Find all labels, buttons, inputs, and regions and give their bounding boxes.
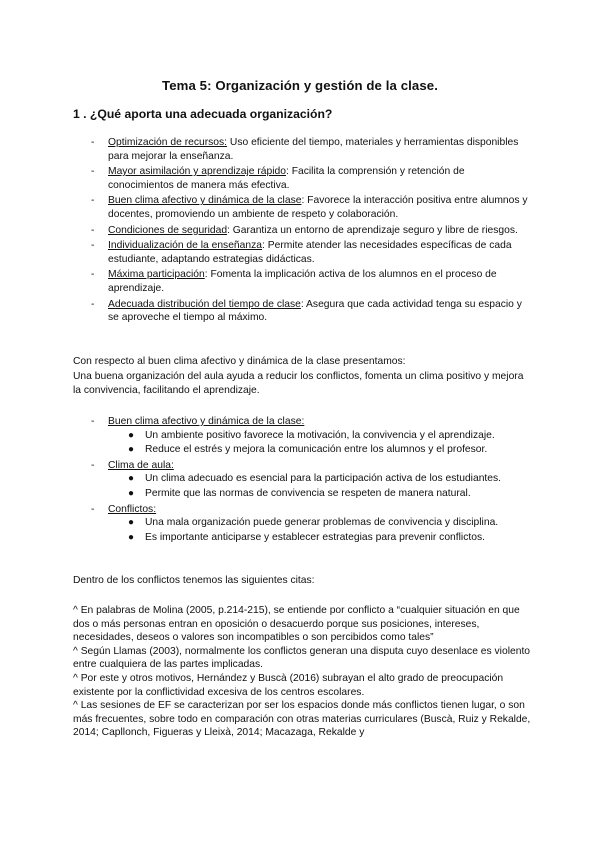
list-item: - Buen clima afectivo y dinámica de la clase: Favorece la interacción positiva entre alumnos y docentes, promoviendo un ambiente de respeto y colaboración. [91,195,528,220]
clima-list [91,415,531,546]
bullet-item: ● Es importante anticiparse y establecer estrategias para prevenir conflictos. [128,531,485,543]
list-item: - Condiciones de seguridad: Garantiza un entorno de aprendizaje seguro y libre de riesgos. [91,224,518,236]
list-item: - Conflictos: ● Una mala organización puede generar problemas de convivencia y disciplina. ● Es importante anticiparse y establecer estrategias para prevenir conflictos. [91,503,531,545]
list-item: - Individualización de la enseñanza: Permite atender las necesidades específicas de cada estudiante, adaptando estrategias didácticas. [91,240,512,265]
paragraph: Una buena organización del aula ayuda a reducir los conflictos, fomenta un clima positivo y mejora la convivencia, facilitando el aprendizaje. [73,371,524,396]
cita: ^ En palabras de Molina (2005, p.214-215), se entiende por conflicto a “cualquier situación en que dos o más personas entran en oposición o desacuerdo porque sus posiciones, intereses, necesidades, deseos o valores son incompatibles o son percibidos como tales” [73,605,520,644]
list-item: - Buen clima afectivo y dinámica de la clase: ● Un ambiente positivo favorece la motivación, la convivencia y el aprendizaje. ● Reduce el estrés y mejora la comunicación entre los alumnos y el profesor. [91,415,531,457]
bullet-item: ● Una mala organización puede generar problemas de convivencia y disciplina. [128,517,499,529]
bullet-item: ● Reduce el estrés y mejora la comunicación entre los alumnos y el profesor. [128,444,488,456]
cita: ^ Por este y otros motivos, Hernández y Buscà (2016) subrayan el alto grado de preocupación existente por la conflictividad excesiva de los centros escolares. [73,672,504,698]
cita: ^ Las sesiones de EF se caracterizan por ser los espacios donde más conflictos tienen lugar, o son más frecuentes, sobre todo en comparación con otras materias curriculares (Buscà, Ruiz y Rekalde, 2014; Capllonch, Figueras y Lleixà, 2014; Macazaga, Rekalde y [73,700,531,739]
paragraph: Con respecto al buen clima afectivo y dinámica de la clase presentamos: [73,356,406,367]
list-item: - Adecuada distribución del tiempo de clase: Asegura que cada actividad tenga su espacio y se aproveche el tiempo al máximo. [91,298,522,324]
page-title: Tema 5: Organización y gestión de la clase. [162,78,438,93]
citas-block [73,604,533,740]
cita: ^ Según Llamas (2003), normalmente los conflictos generan una disputa cuyo desenlace es violento entre cualquiera de las partes implicadas. [73,645,531,671]
list-item: - Clima de aula: ● Un clima adecuado es esencial para la participación activa de los estudiantes. ● Permite que las normas de convivencia se respeten de manera natural. [91,459,531,501]
list-item: - Optimización de recursos: Uso eficiente del tiempo, materiales y herramientas disponibles para mejorar la enseñanza. [91,137,519,162]
bullet-item: ● Un ambiente positivo favorece la motivación, la convivencia y el aprendizaje. [128,429,495,441]
benefits-list [91,136,531,327]
list-item: - Mayor asimilación y aprendizaje rápido: Facilita la comprensión y retención de conocimientos de manera más efectiva. [91,166,465,191]
section-heading: 1 . ¿Qué aporta una adecuada organización? [73,107,333,121]
bullet-item: ● Permite que las normas de convivencia se respeten de manera natural. [128,487,471,499]
bullet-item: ● Un clima adecuado es esencial para la participación activa de los estudiantes. [128,473,502,485]
list-item: - Máxima participación: Fomenta la implicación activa de los alumnos en el proceso de aprendizaje. [91,269,497,294]
paragraph: Dentro de los conflictos tenemos las siguientes citas: [73,575,315,586]
